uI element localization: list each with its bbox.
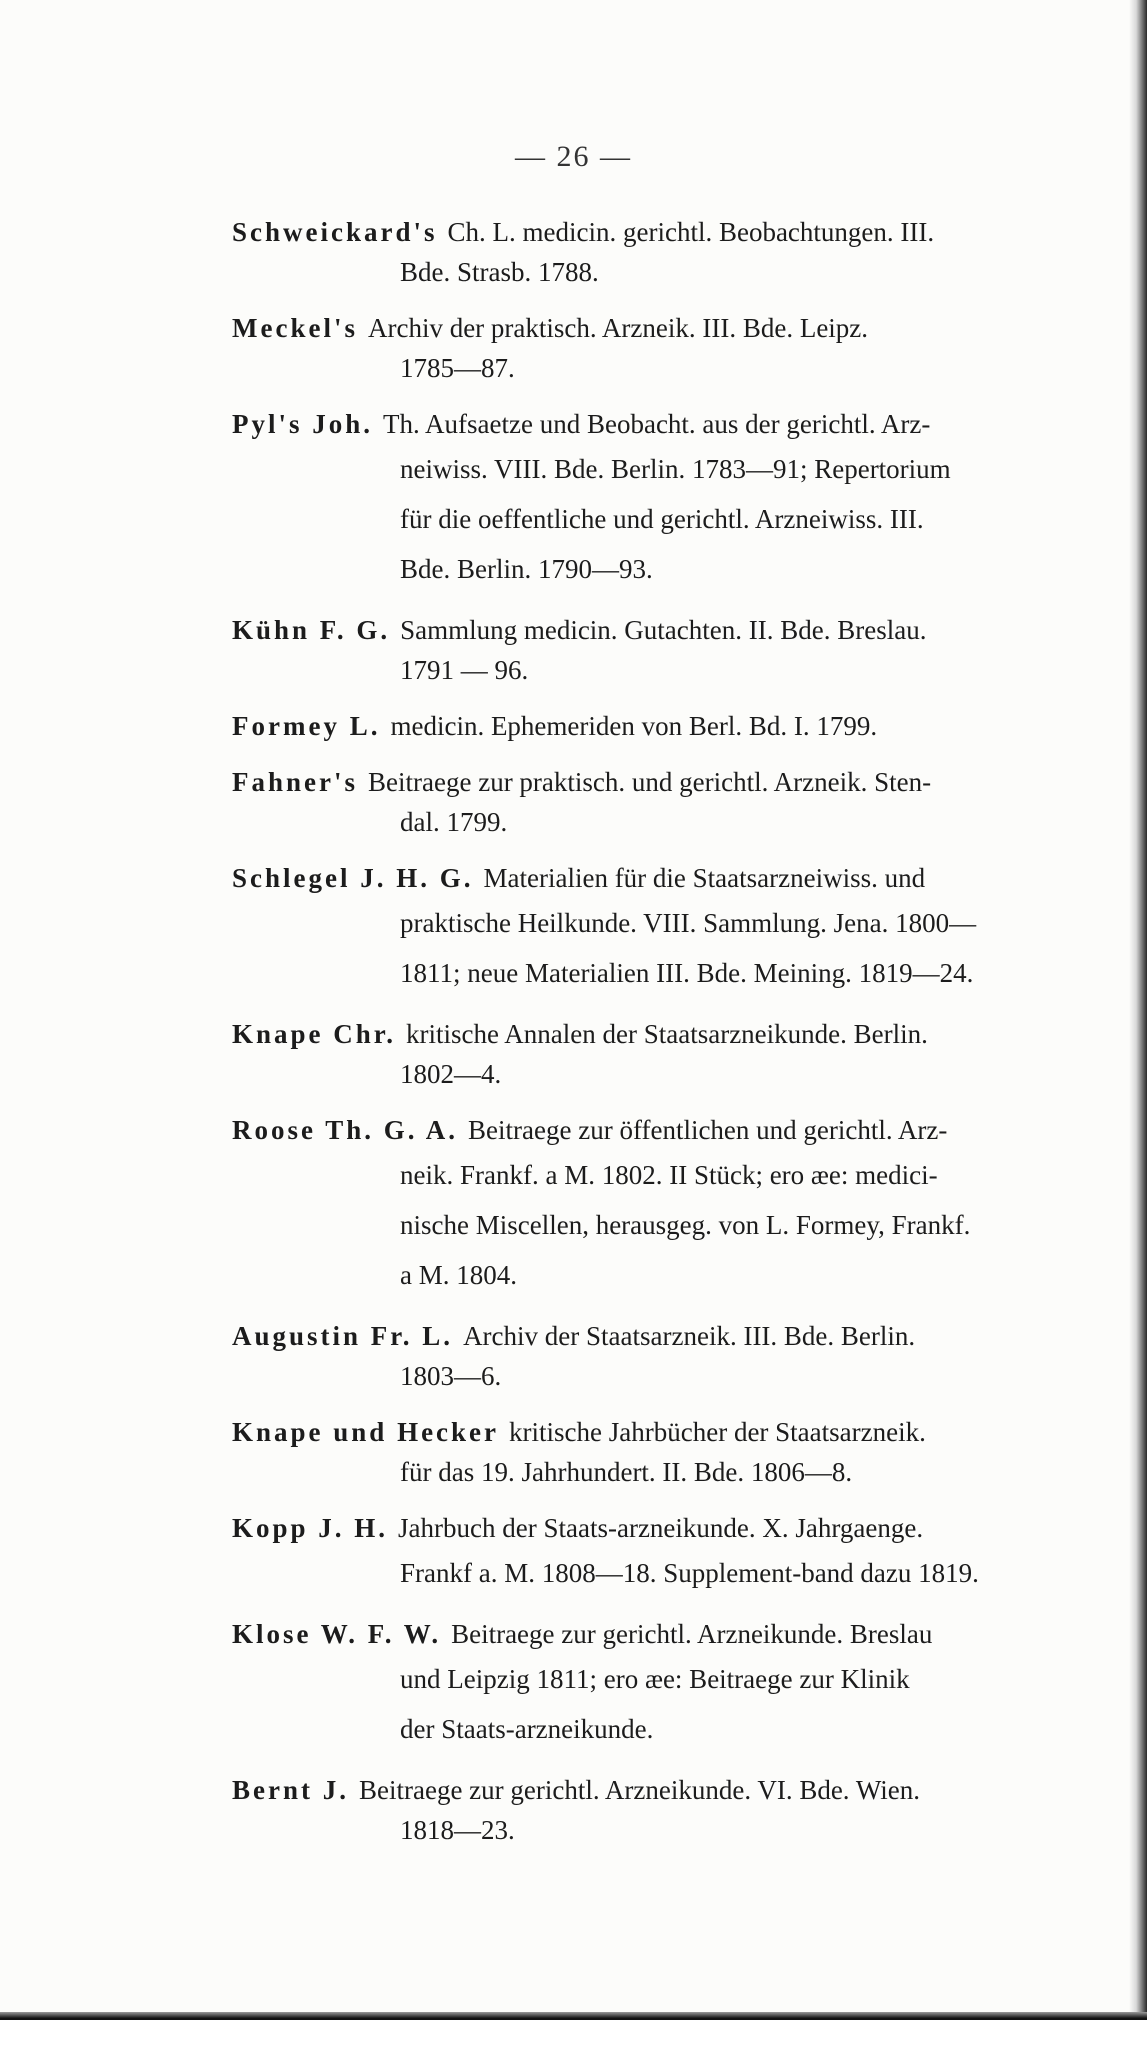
entry-first-line xyxy=(232,610,1112,650)
entry-title-start: Beitraege zur praktisch. und gerichtl. Arzneik. Sten- xyxy=(368,767,932,797)
entry-first-line xyxy=(232,212,1112,252)
entry-author: Meckel's xyxy=(232,313,358,343)
entry-title-start: kritische Annalen der Staatsarzneikunde. Berlin. xyxy=(406,1019,928,1049)
page-edge-shadow xyxy=(1129,0,1147,2050)
entry-continuation-line: und Leipzig 1811; ero ӕe: Beitraege zur Klinik xyxy=(400,1664,910,1694)
bibliography-entry xyxy=(232,706,1112,746)
bibliography-entry xyxy=(232,1412,1112,1492)
bibliography-entry xyxy=(232,1508,1112,1598)
bibliography-entry xyxy=(232,212,1112,292)
entry-author: Knape und Hecker xyxy=(232,1417,500,1447)
entry-first-line xyxy=(232,1014,1112,1054)
entry-first-line xyxy=(232,308,1112,348)
entry-first-line xyxy=(232,404,1112,444)
entry-author: Klose W. F. W. xyxy=(232,1619,442,1649)
entry-author: Kopp J. H. xyxy=(232,1513,389,1543)
entry-author: Pyl's Joh. xyxy=(232,409,374,439)
entry-title-start: medicin. Ephemeriden von Berl. Bd. I. 1799. xyxy=(390,711,878,741)
entry-title-start: Th. Aufsaetze und Beobacht. aus der gerichtl. Arz- xyxy=(383,409,931,439)
entry-author: Schlegel J. H. G. xyxy=(232,863,474,893)
entry-continuation-line: a M. 1804. xyxy=(400,1260,517,1290)
entry-continuation-line: 1803—6. xyxy=(400,1361,502,1391)
entry-author: Schweickard's xyxy=(232,217,438,247)
entry-author: Bernt J. xyxy=(232,1775,349,1805)
entry-title-start: Materialien für die Staatsarzneiwiss. und xyxy=(483,863,926,893)
bibliography-entry xyxy=(232,858,1112,998)
entry-first-line xyxy=(232,1508,1112,1548)
bottom-margin xyxy=(0,2020,1147,2050)
entry-first-line xyxy=(232,858,1112,898)
entry-title-start: Jahrbuch der Staats-arzneikunde. X. Jahrgaenge. xyxy=(398,1513,924,1543)
entry-title-start: Archiv der Staatsarzneik. III. Bde. Berlin. xyxy=(463,1321,916,1351)
entry-first-line xyxy=(232,1614,1112,1654)
entry-continuation-line: 1791 — 96. xyxy=(400,655,529,685)
entry-continuation-line: 1818—23. xyxy=(400,1815,515,1845)
entry-continuation-line: 1811; neue Materialien III. Bde. Meining. 1819—24. xyxy=(400,958,974,988)
entry-first-line xyxy=(232,762,1112,802)
entry-continuation-line: neik. Frankf. a M. 1802. II Stück; ero ӕe: medici- xyxy=(400,1160,938,1190)
entry-author: Knape Chr. xyxy=(232,1019,397,1049)
entry-continuation-line: Bde. Berlin. 1790—93. xyxy=(400,554,653,584)
entry-continuation-line: nische Miscellen, herausgeg. von L. Formey, Frankf. xyxy=(400,1210,971,1240)
entry-title-start: Beitraege zur gerichtl. Arzneikunde. VI. Bde. Wien. xyxy=(358,1775,920,1805)
entry-continuation-line: Bde. Strasb. 1788. xyxy=(400,257,599,287)
bibliography-entry xyxy=(232,308,1112,388)
bibliography-entry xyxy=(232,610,1112,690)
bibliography-entry xyxy=(232,1110,1112,1300)
entry-first-line xyxy=(232,1770,1112,1810)
entry-title-start: Beitraege zur öffentlichen und gerichtl. Arz- xyxy=(468,1115,948,1145)
entry-continuation-line: neiwiss. VIII. Bde. Berlin. 1783—91; Repertorium xyxy=(400,454,951,484)
entry-title-start: kritische Jahrbücher der Staatsarzneik. xyxy=(509,1417,926,1447)
entry-author: Kühn F. G. xyxy=(232,615,391,645)
bibliography-entry xyxy=(232,404,1112,594)
entry-first-line xyxy=(232,1412,1112,1452)
entry-first-line xyxy=(232,1110,1112,1150)
bibliography-list xyxy=(232,212,1112,1866)
entry-continuation-line: für die oeffentliche und gerichtl. Arzneiwiss. III. xyxy=(400,504,924,534)
entry-first-line xyxy=(232,706,1112,746)
bibliography-entry xyxy=(232,1770,1112,1850)
entry-title-start: Beitraege zur gerichtl. Arzneikunde. Breslau xyxy=(451,1619,933,1649)
entry-continuation-line: für das 19. Jahrhundert. II. Bde. 1806—8. xyxy=(400,1457,853,1487)
entry-author: Augustin Fr. L. xyxy=(232,1321,454,1351)
bibliography-entry xyxy=(232,762,1112,842)
page-number: — 26 — xyxy=(515,140,632,173)
bibliography-entry xyxy=(232,1316,1112,1396)
entry-continuation-line: 1785—87. xyxy=(400,353,515,383)
entry-author: Fahner's xyxy=(232,767,359,797)
bibliography-entry xyxy=(232,1614,1112,1754)
entry-continuation-line: dal. 1799. xyxy=(400,807,508,837)
entry-author: Roose Th. G. A. xyxy=(232,1115,459,1145)
entry-title-start: Ch. L. medicin. gerichtl. Beobachtungen. III. xyxy=(447,217,935,247)
entry-title-start: Sammlung medicin. Gutachten. II. Bde. Breslau. xyxy=(400,615,927,645)
entry-title-start: Archiv der praktisch. Arzneik. III. Bde. Leipz. xyxy=(367,313,869,343)
entry-continuation-line: 1802—4. xyxy=(400,1059,502,1089)
entry-continuation-line: Frankf a. M. 1808—18. Supplement-band dazu 1819. xyxy=(400,1558,979,1588)
entry-continuation-line: praktische Heilkunde. VIII. Sammlung. Jena. 1800— xyxy=(400,908,977,938)
entry-first-line xyxy=(232,1316,1112,1356)
entry-continuation-line: der Staats-arzneikunde. xyxy=(400,1714,654,1744)
entry-author: Formey L. xyxy=(232,711,381,741)
bibliography-entry xyxy=(232,1014,1112,1094)
